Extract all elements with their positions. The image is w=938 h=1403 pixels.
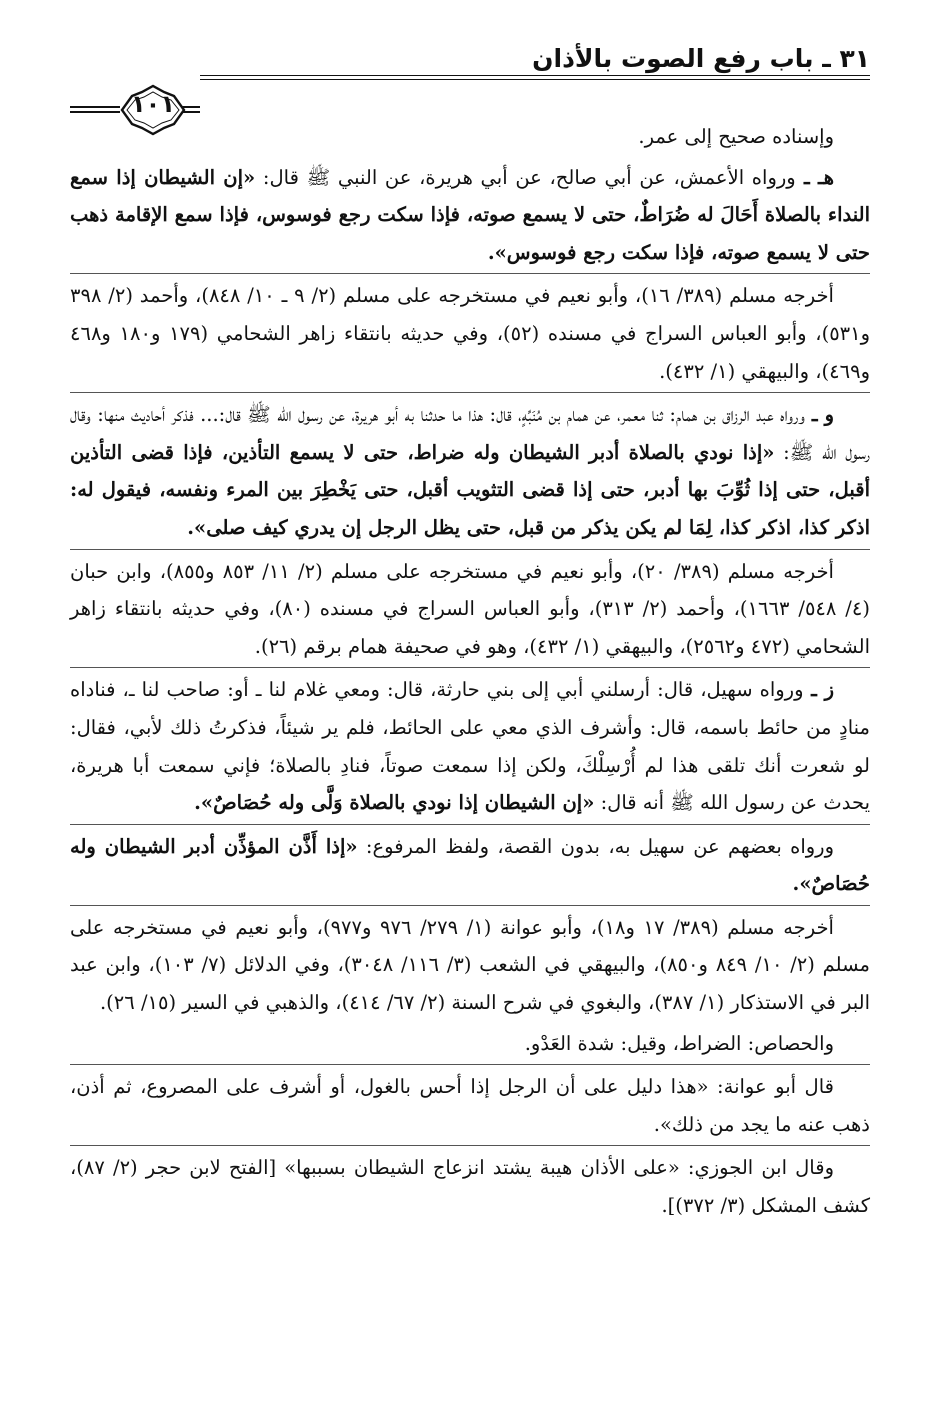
section-divider: [70, 273, 870, 274]
paragraph-text: أخرجه مسلم (٣٨٩/ ١٦)، وأبو نعيم في مستخرجه على مسلم (٢/ ٩ ـ ١٠/ ٨٤٨)، وأحمد (٢/ ٣٩٨ و٥٣١)، وأبو العباس السراج في مسنده (٥٢)، وفي حديثه بانتقاء زاهر الشحامي (١٧٩ و١٨٠ و٤٦٨ و٤٦٩)، والبيهقي (١/ ٤٣٢).: [70, 284, 871, 383]
paragraph-text: ورواه بعضهم عن سهيل به، بدون القصة، ولفظ المرفوع:: [357, 834, 834, 858]
page-body: [70, 118, 870, 1225]
section-divider: [70, 549, 870, 550]
hadith-text: «إن الشيطان إذا نودي بالصلاة وَلَّى وله حُصَاصٌ».: [194, 791, 595, 815]
paragraph: [70, 277, 870, 390]
paragraph-text: أخرجه مسلم (٣٨٩/ ٢٠)، وأبو نعيم في مستخرجه على مسلم (٢/ ١١/ ٨٥٣ و٨٥٥)، وابن حبان (٤/ ٥٤٨/ ١٦٦٣)، وأحمد (٢/ ٣١٣)، وأبو العباس السراج في مسنده (٨٠)، وفي حديثه بانتقاء زاهر الشحامي (٤٧٢ و٢٥٦٢)، والبيهقي (١/ ٤٣٢)، وهو في صحيفة همام برقم (٢٦).: [70, 559, 870, 658]
paragraph: [70, 828, 870, 903]
paragraph-text: ورواه سهيل، قال: أرسلني أبي إلى بني حارثة، قال: ومعي غلام لنا ـ أو: صاحب لنا ـ، فناداه منادٍ من حائط باسمه، قال: وأشرف الذي معي على الحائط، فلم ير شيئاً، فذكرتُ ذلك لأبي، فقال: لو شعرت أنك تلقى هذا لم أُرْسِلْكَ، ولكن إذا سمعت صوتاً، فنادِ بالصلاة؛ فإني سمعت أبا هريرة، يحدث عن رسول الله ﷺ أنه قال:: [70, 678, 870, 815]
paragraph-marker: ز ـ: [803, 678, 834, 702]
paragraph: [70, 1025, 870, 1063]
page-number: ١٠١: [131, 90, 175, 118]
section-divider: [70, 1064, 870, 1065]
paragraph-marker: هـ ـ: [795, 165, 834, 189]
paragraph-text: ورواه عبد الرزاق بن همام: ثنا معمر، عن همام بن مُنَبِّهٍ، قال: هذا ما حدثنا به أبو هريرة، عن رسول الله ﷺ قال:... فذكر أحاديث منها: وقال رسول الله ﷺ:: [70, 403, 870, 464]
paragraph-text: أخرجه مسلم (٣٨٩/ ١٧ و١٨)، وأبو عوانة (١/ ٢٧٩/ ٩٧٦ و٩٧٧)، وأبو نعيم في مستخرجه على مسلم (٢/ ١٠/ ٨٤٩ و٨٥٠)، والبيهقي في الشعب (٣/ ١١٦/ ٣٠٤٨)، وفي الدلائل (٧/ ١٠٣)، وابن عبد البر في الاستذكار (١/ ٣٨٧)، والبغوي في شرح السنة (٢/ ٦٧/ ٤١٤)، والذهبي في السير (١٥/ ٢٦).: [70, 915, 870, 1015]
section-divider: [70, 905, 870, 906]
hadith-text: «إذا نودي بالصلاة أدبر الشيطان وله ضراط، حتى لا يسمع التأذين، فإذا قضى التأذين أقبل، حتى إذا ثُوِّبَ بها أدبر، حتى إذا قضى التثويب أقبل، حتى يَخْطِرَ بين المرء ونفسه، فيقول له: اذكر كذا، اذكر كذا، لِمَا لم يكن يذكر من قبل، حتى يظل الرجل إن يدري كيف صلى».: [70, 440, 870, 539]
ornament-line: [70, 106, 120, 108]
paragraph: [70, 159, 870, 272]
hadith-text: «إذا أَذَّن المؤذِّن أدبر الشيطان وله حُصَاصٌ».: [70, 834, 870, 896]
paragraph: [70, 396, 870, 546]
paragraph-marker: و ـ: [804, 403, 834, 427]
paragraph-text: والحصاص: الضراط، وقيل: شدة العَدْو.: [524, 1031, 834, 1055]
paragraph-text: وإسناده صحيح إلى عمر.: [638, 125, 834, 148]
paragraph: [70, 1149, 870, 1224]
paragraph: [70, 118, 870, 156]
section-divider: [70, 667, 870, 668]
section-divider: [70, 392, 870, 393]
paragraph: [70, 909, 870, 1022]
paragraph-text: وقال ابن الجوزي: «على الأذان هيبة يشتد انزعاج الشيطان بسببها» [الفتح لابن حجر (٢/ ٨٧)، كشف المشكل (٣/ ٣٧٢)].: [70, 1156, 870, 1218]
paragraph: [70, 1068, 870, 1143]
paragraph: [70, 553, 870, 666]
section-divider: [70, 824, 870, 825]
hadith-text: «إن الشيطان إذا سمع النداء بالصلاة أَحَالَ له ضُرَاطٌ، حتى لا يسمع صوته، فإذا سكت رجع فوسوس، فإذا سمع الإقامة ذهب حتى لا يسمع صوته، فإذا سكت رجع فوسوس».: [70, 165, 870, 264]
ornament-line: [70, 111, 120, 113]
section-divider: [70, 1145, 870, 1146]
page-header: [70, 38, 870, 118]
paragraph-text: قال أبو عوانة: «هذا دليل على أن الرجل إذا أحس بالغول، أو أشرف على المصروع، ثم أذن، ذهب عنه ما يجد من ذلك».: [70, 1075, 870, 1136]
paragraph-text: ورواه الأعمش، عن أبي صالح، عن أبي هريرة، عن النبي ﷺ قال:: [255, 165, 796, 189]
paragraph: [70, 671, 870, 821]
header-rule: [200, 75, 870, 80]
chapter-title: ٣١ ـ باب رفع الصوت بالأذان: [532, 44, 870, 73]
